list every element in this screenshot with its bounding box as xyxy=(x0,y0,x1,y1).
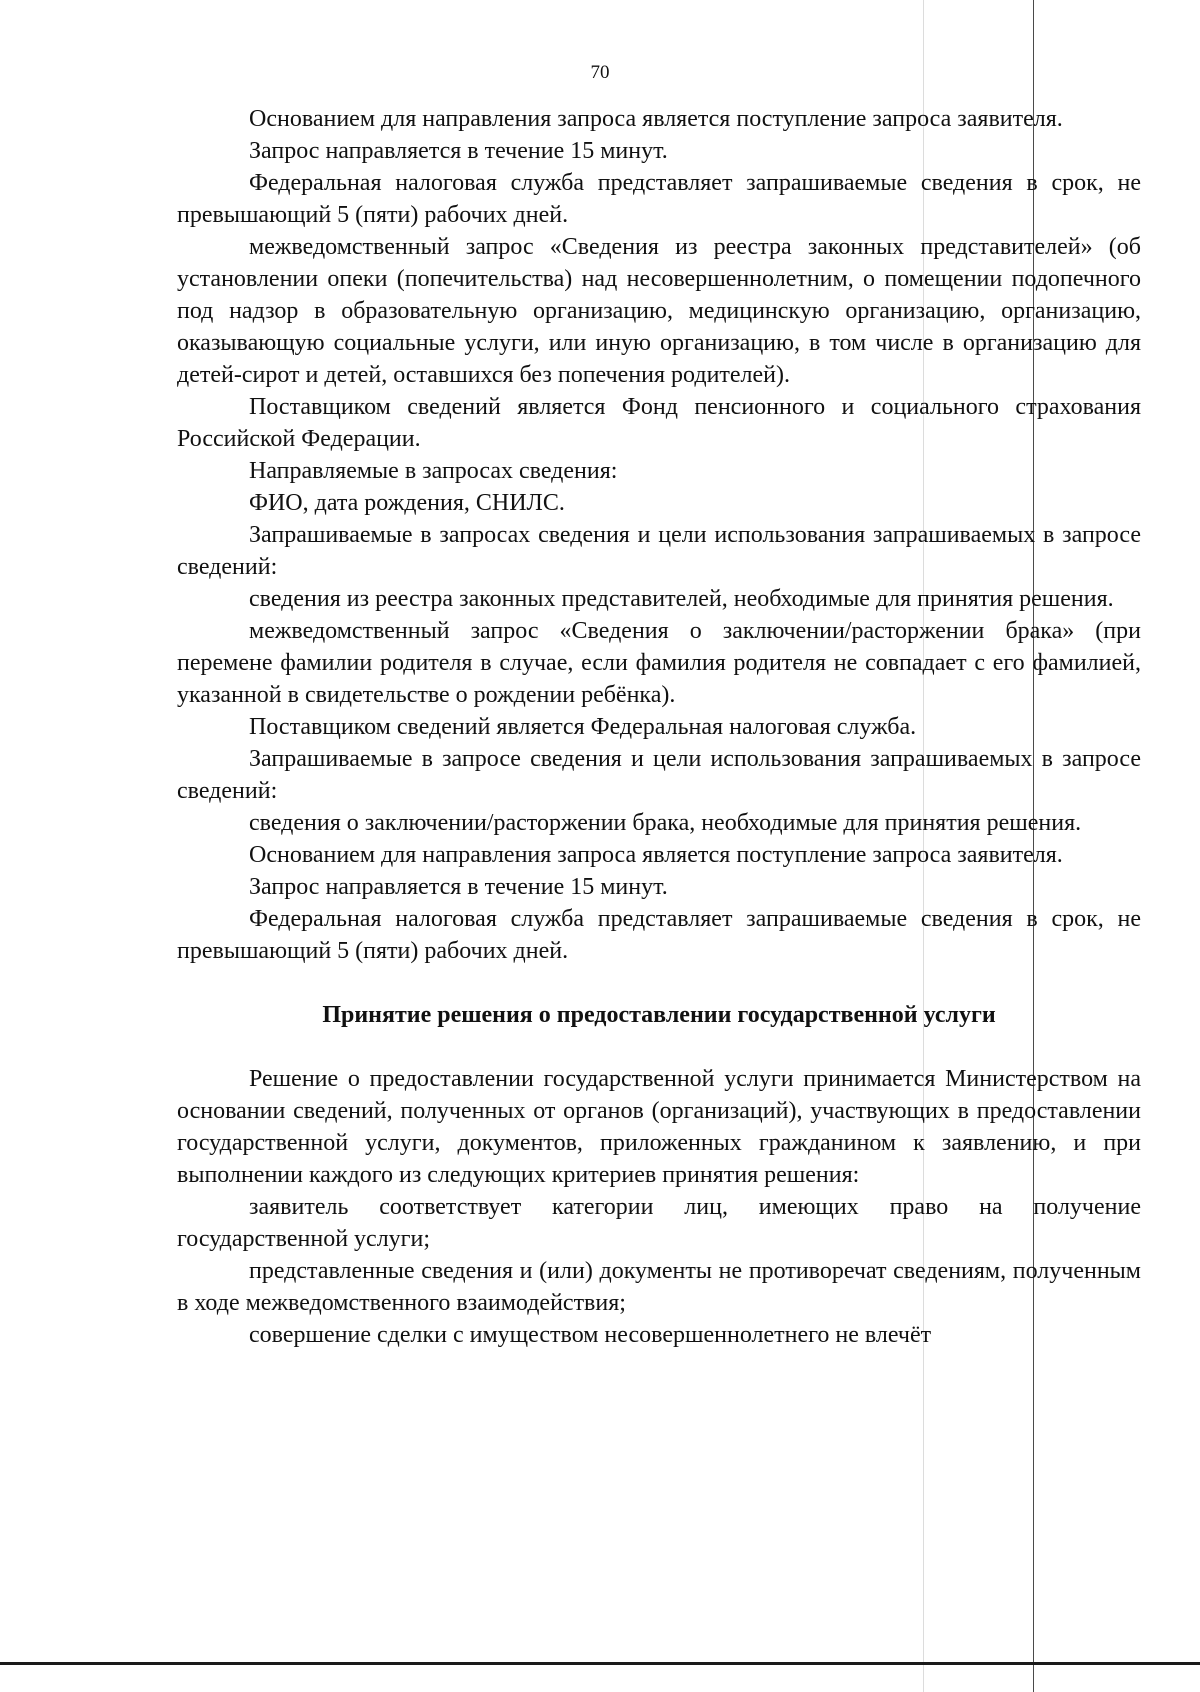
paragraph: Основанием для направления запроса является поступление запроса заявителя. xyxy=(249,106,1063,132)
paragraph: Федеральная налоговая служба представляет запрашиваемые сведения в срок, не превышающий 5 (пяти) рабочих дней. xyxy=(177,170,1141,228)
paragraph: сведения о заключении/расторжении брака, необходимые для принятия решения. xyxy=(249,810,1082,836)
paragraph: Основанием для направления запроса является поступление запроса заявителя. xyxy=(249,842,1063,868)
paragraph: Поставщиком сведений является Федеральная налоговая служба. xyxy=(249,714,917,740)
paragraph: совершение сделки с имуществом несовершеннолетнего не влечёт xyxy=(249,1322,932,1348)
page-number: 70 xyxy=(590,62,610,83)
paragraph: Запрос направляется в течение 15 минут. xyxy=(249,874,668,900)
paragraph: Запрашиваемые в запросе сведения и цели использования запрашиваемых в запросе сведений: xyxy=(177,746,1141,804)
paragraph: Федеральная налоговая служба представляет запрашиваемые сведения в срок, не превышающий 5 (пяти) рабочих дней. xyxy=(177,906,1141,964)
paragraph: межведомственный запрос «Сведения из реестра законных представителей» (об установлении опеки (попечительства) над несовершеннолетним, о помещении подопечного под надзор в образовательную организацию, медицинскую организацию, организацию, оказывающую социальные услуги, или иную организацию, в том числе в организацию для детей-сирот и детей, оставшихся без попечения родителей). xyxy=(177,234,1141,388)
section-heading: Принятие решения о предоставлении государственной услуги xyxy=(322,1002,996,1028)
paragraph: Направляемые в запросах сведения: xyxy=(249,458,618,484)
paragraph: Запрашиваемые в запросах сведения и цели использования запрашиваемых в запросе сведений: xyxy=(177,522,1141,580)
paragraph: представленные сведения и (или) документы не противоречат сведениям, полученным в ходе межведомственного взаимодействия; xyxy=(177,1258,1141,1316)
paragraph: межведомственный запрос «Сведения о заключении/расторжении брака» (при перемене фамилии родителя в случае, если фамилия родителя не совпадает с его фамилией, указанной в свидетельстве о рождении ребёнка). xyxy=(177,618,1141,708)
paragraph: ФИО, дата рождения, СНИЛС. xyxy=(249,490,565,516)
document-body xyxy=(177,103,1141,1351)
paragraph: заявитель соответствует категории лиц, имеющих право на получение государственной услуги; xyxy=(177,1194,1141,1252)
paragraph: Запрос направляется в течение 15 минут. xyxy=(249,138,668,164)
paragraph: Поставщиком сведений является Фонд пенсионного и социального страхования Российской Федерации. xyxy=(177,394,1141,452)
bottom-border xyxy=(0,1662,1200,1665)
paragraph: сведения из реестра законных представителей, необходимые для принятия решения. xyxy=(249,586,1114,612)
paragraph: Решение о предоставлении государственной услуги принимается Министерством на основании сведений, полученных от органов (организаций), участвующих в предоставлении государственной услуги, документов, приложенных гражданином к заявлению, и при выполнении каждого из следующих критериев принятия решения: xyxy=(177,1066,1141,1188)
